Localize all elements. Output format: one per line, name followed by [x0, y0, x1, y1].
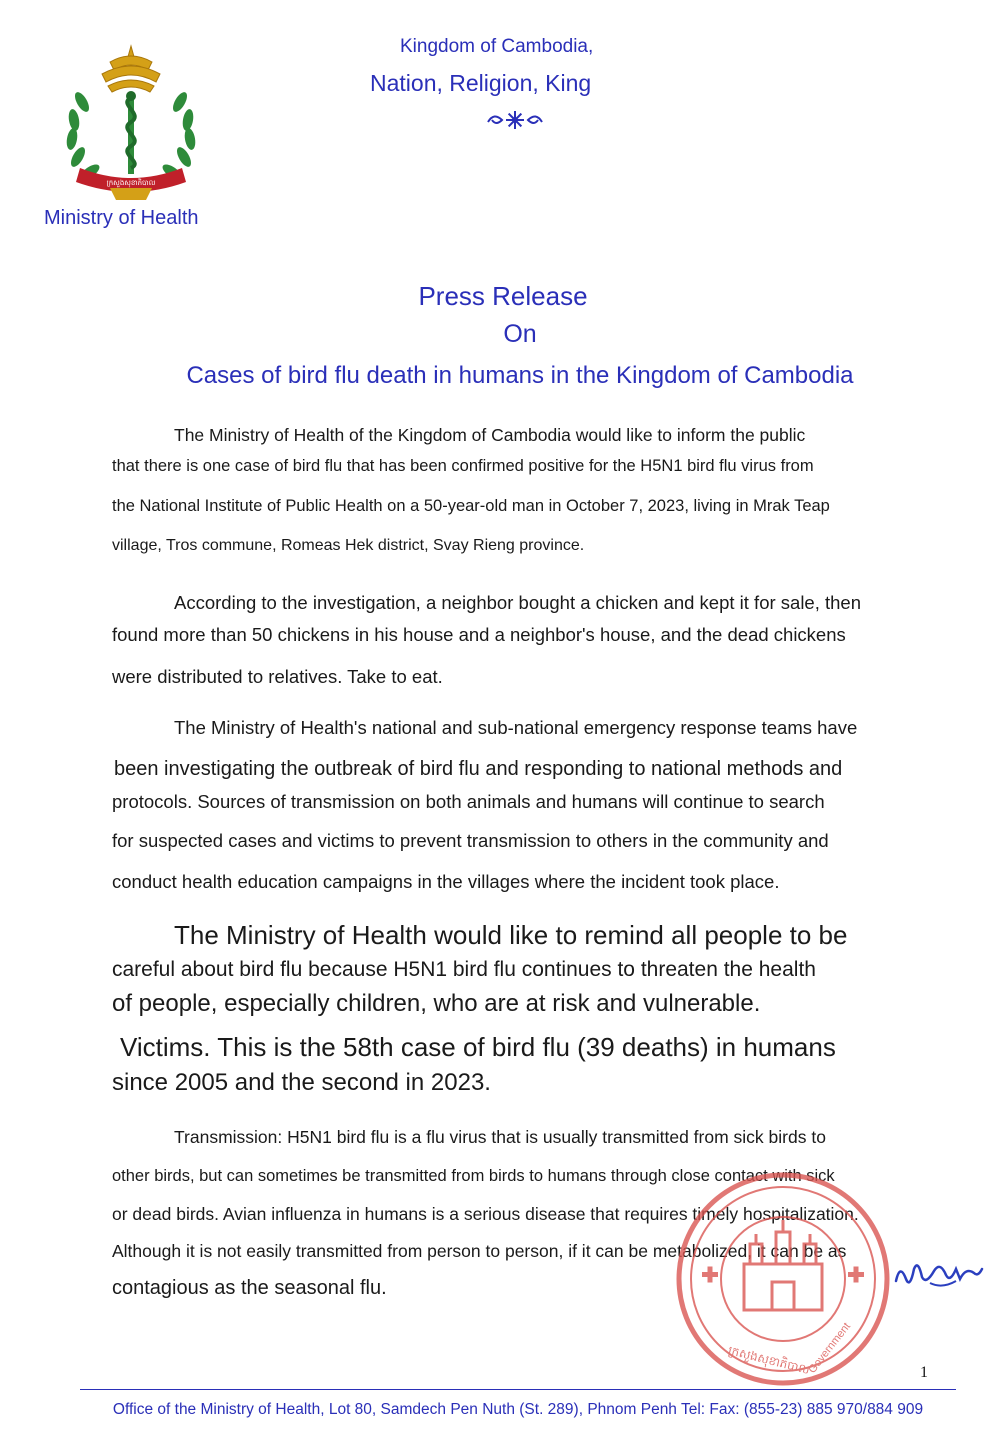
paragraph-line: careful about bird flu because H5N1 bird flu continues to threaten the health: [112, 958, 816, 981]
paragraph-line: were distributed to relatives. Take to eat.: [112, 666, 443, 687]
signature: [890, 1255, 986, 1295]
kingdom-line: Kingdom of Cambodia,: [400, 36, 594, 57]
paragraph-line: found more than 50 chickens in his house and a neighbor's house, and the dead chickens: [112, 624, 846, 645]
ministry-name: Ministry of Health: [44, 207, 199, 229]
paragraph-line: The Ministry of Health of the Kingdom of Cambodia would like to inform the public: [174, 425, 806, 445]
paragraph-line: or dead birds. Avian influenza in humans is a serious disease that requires timely hospitalization.: [112, 1204, 859, 1224]
logo-ribbon-text: ក្រសួងសុខាភិបាល: [106, 179, 156, 187]
press-release-connector: On: [503, 320, 537, 348]
paragraph-line: since 2005 and the second in 2023.: [112, 1069, 491, 1096]
page-number: 1: [920, 1364, 928, 1381]
footer-divider: [80, 1389, 956, 1390]
paragraph-line: that there is one case of bird flu that has been confirmed positive for the H5N1 bird flu virus from: [112, 457, 814, 475]
paragraph-line: contagious as the seasonal flu.: [112, 1277, 387, 1299]
paragraph-line: Although it is not easily transmitted from person to person, if it can be metabolized, it can be as: [112, 1241, 847, 1261]
paragraph-line: for suspected cases and victims to prevent transmission to others in the community and: [112, 830, 829, 851]
paragraph-line: Victims. This is the 58th case of bird flu (39 deaths) in humans: [120, 1032, 836, 1062]
paragraph-line: protocols. Sources of transmission on both animals and humans will continue to search: [112, 791, 825, 812]
paragraph-line: been investigating the outbreak of bird flu and responding to national methods and: [114, 758, 843, 780]
stamp-text: Government: [806, 1320, 853, 1376]
paragraph-line: conduct health education campaigns in the villages where the incident took place.: [112, 871, 780, 892]
paragraph-line: other birds, but can sometimes be transmitted from birds to humans through close contact with sick: [112, 1167, 835, 1185]
footer-address: Office of the Ministry of Health, Lot 80, Samdech Pen Nuth (St. 289), Phnom Penh Tel: Fax: (855-23) 885 970/884 909: [112, 1401, 924, 1418]
press-release-subject: Cases of bird flu death in humans in the Kingdom of Cambodia: [186, 362, 854, 389]
paragraph-line: According to the investigation, a neighbor bought a chicken and kept it for sale, then: [174, 592, 862, 613]
ornament-divider-icon: [484, 108, 546, 132]
paragraph-line: Transmission: H5N1 bird flu is a flu virus that is usually transmitted from sick birds to: [174, 1127, 826, 1147]
paragraph-line: of people, especially children, who are at risk and vulnerable.: [112, 990, 761, 1017]
ministry-of-health-logo: [60, 42, 202, 202]
official-stamp: [672, 1168, 894, 1390]
paragraph-line: village, Tros commune, Romeas Hek district, Svay Rieng province.: [112, 537, 585, 554]
paragraph-line: The Ministry of Health would like to remind all people to be: [174, 920, 848, 950]
press-release-title: Press Release: [418, 281, 588, 311]
paragraph-line: The Ministry of Health's national and sub-national emergency response teams have: [174, 717, 858, 738]
paragraph-line: the National Institute of Public Health on a 50-year-old man in October 7, 2023, living in Mrak Teap: [112, 497, 830, 515]
motto-line: Nation, Religion, King: [370, 70, 592, 96]
stamp-khmer-text: ក្រសួងសុខាភិបាល: [726, 1343, 812, 1378]
